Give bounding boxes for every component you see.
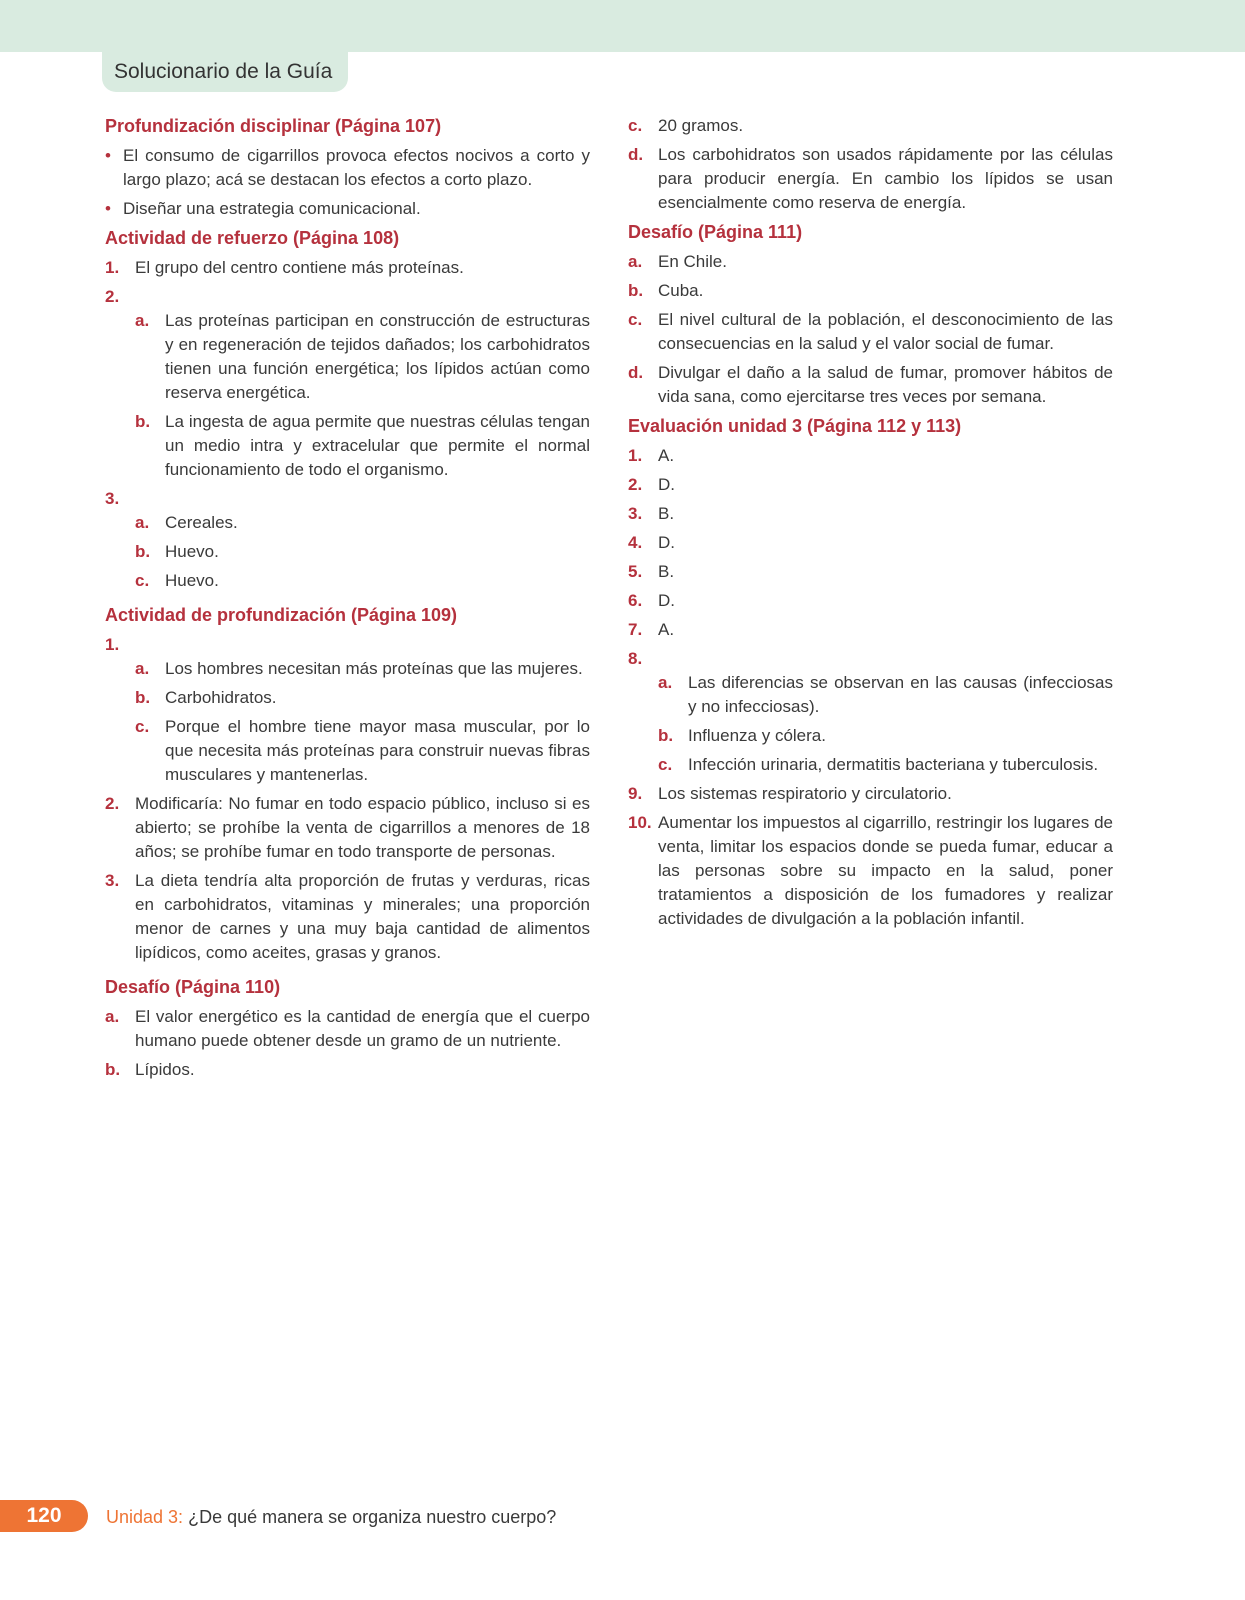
list-item <box>628 589 1113 613</box>
item-marker: b. <box>628 281 644 300</box>
item-marker: 10. <box>628 813 652 832</box>
item-text: 20 gramos. <box>658 116 744 135</box>
item-marker: b. <box>135 412 151 431</box>
item-text: El valor energético es la cantidad de energía que el cuerpo humano puede obtener desde un gramo de un nutriente. <box>135 1007 590 1050</box>
sub-list-item <box>105 410 590 482</box>
bullet-marker: • <box>105 146 111 165</box>
item-text: Modificaría: No fumar en todo espacio público, incluso si es abierto; se prohíbe la venta de cigarrillos a menores de 18 años; se prohíbe fumar en todo transporte de personas. <box>135 794 590 861</box>
item-marker: a. <box>135 311 150 330</box>
list-item <box>628 618 1113 642</box>
sub-list-item <box>105 715 590 787</box>
item-marker: d. <box>628 363 644 382</box>
list-item <box>628 502 1113 526</box>
list-item <box>628 647 1113 671</box>
sub-list-item <box>105 309 590 405</box>
section-heading: Evaluación unidad 3 (Página 112 y 113) <box>628 416 962 436</box>
item-marker: 2. <box>105 287 120 306</box>
sub-list-item <box>105 569 590 593</box>
unit-label: Unidad 3: <box>106 1507 184 1527</box>
item-marker: 6. <box>628 591 643 610</box>
list-item <box>628 782 1113 806</box>
item-text: Huevo. <box>165 571 219 590</box>
item-marker: c. <box>628 310 643 329</box>
item-text: Cuba. <box>658 281 704 300</box>
list-item <box>105 144 590 192</box>
item-marker: 9. <box>628 784 643 803</box>
item-text: Aumentar los impuestos al cigarrillo, restringir los lugares de venta, limitar los espacios donde se pueda fumar, educar a las personas sobre su impacto en la salud, poner tratamientos a disposición de los fumadores y realizar actividades de divulgación a la población infantil. <box>658 813 1113 928</box>
footer-unit-title <box>106 1505 556 1529</box>
item-marker: b. <box>658 726 674 745</box>
item-text: Las proteínas participan en construcción de estructuras y en regeneración de tejidos dañados; los carbohidratos tienen una función energética; los lípidos actúan como reserva energética. <box>165 311 590 402</box>
item-text: B. <box>658 562 675 581</box>
sub-list-item <box>105 511 590 535</box>
list-item <box>628 361 1113 409</box>
item-marker: c. <box>135 571 150 590</box>
item-marker: a. <box>628 252 643 271</box>
item-text: B. <box>658 504 675 523</box>
unit-title: ¿De qué manera se organiza nuestro cuerpo? <box>188 1507 557 1527</box>
item-text: El grupo del centro contiene más proteínas. <box>135 258 464 277</box>
item-text: D. <box>658 533 675 552</box>
list-item <box>105 285 590 309</box>
item-text: Divulgar el daño a la salud de fumar, promover hábitos de vida sana, como ejercitarse tres veces por semana. <box>658 363 1113 406</box>
item-text: Huevo. <box>165 542 219 561</box>
item-text: El consumo de cigarrillos provoca efectos nocivos a corto y largo plazo; acá se destacan los efectos a corto plazo. <box>123 146 590 189</box>
list-item <box>628 473 1113 497</box>
right-column <box>628 114 1113 936</box>
item-marker: b. <box>105 1060 121 1079</box>
item-text: La ingesta de agua permite que nuestras células tengan un medio intra y extracelular que permite el normal funcionamiento de todo el organismo. <box>165 412 590 479</box>
item-text: Cereales. <box>165 513 238 532</box>
item-text: A. <box>658 446 675 465</box>
sub-list-item <box>628 724 1113 748</box>
list-item <box>628 560 1113 584</box>
item-marker: b. <box>135 542 151 561</box>
item-text: Los sistemas respiratorio y circulatorio. <box>658 784 952 803</box>
list-item <box>105 197 590 221</box>
item-marker: 4. <box>628 533 643 552</box>
sub-list-item <box>105 686 590 710</box>
list-item <box>628 114 1113 138</box>
page-number: 120 <box>0 1500 88 1532</box>
list-item <box>628 308 1113 356</box>
item-text: Las diferencias se observan en las causas (infecciosas y no infecciosas). <box>688 673 1113 716</box>
item-marker: 5. <box>628 562 643 581</box>
list-item <box>105 487 590 511</box>
item-marker: 1. <box>105 635 120 654</box>
item-text: Los hombres necesitan más proteínas que las mujeres. <box>165 659 583 678</box>
item-text: Los carbohidratos son usados rápidamente por las células para producir energía. En cambio los lípidos se usan esencialmente como reserva de energía. <box>658 145 1113 212</box>
list-item <box>105 1005 590 1053</box>
item-marker: 3. <box>105 489 120 508</box>
section-heading: Profundización disciplinar (Página 107) <box>105 116 442 136</box>
item-marker: 2. <box>105 794 120 813</box>
item-text: D. <box>658 591 675 610</box>
section-heading: Desafío (Página 111) <box>628 222 803 242</box>
item-marker: a. <box>135 659 150 678</box>
item-marker: 3. <box>105 871 120 890</box>
list-item <box>628 531 1113 555</box>
list-item <box>628 143 1113 215</box>
item-marker: b. <box>135 688 151 707</box>
item-text: A. <box>658 620 675 639</box>
page-header-title: Solucionario de la Guía <box>102 52 348 92</box>
item-text: En Chile. <box>658 252 727 271</box>
top-color-band <box>0 0 1245 52</box>
item-text: Infección urinaria, dermatitis bacteriana y tuberculosis. <box>688 755 1099 774</box>
list-item <box>628 250 1113 274</box>
item-text: Carbohidratos. <box>165 688 277 707</box>
left-column <box>105 114 590 1087</box>
item-marker: a. <box>658 673 673 692</box>
list-item <box>105 869 590 965</box>
section-heading: Actividad de profundización (Página 109) <box>105 605 458 625</box>
item-marker: d. <box>628 145 644 164</box>
item-text: Influenza y cólera. <box>688 726 826 745</box>
item-marker: 1. <box>105 258 120 277</box>
section-heading: Actividad de refuerzo (Página 108) <box>105 228 400 248</box>
sub-list-item <box>105 657 590 681</box>
item-marker: c. <box>658 755 673 774</box>
item-marker: a. <box>135 513 150 532</box>
item-marker: a. <box>105 1007 120 1026</box>
list-item <box>105 792 590 864</box>
item-marker: 8. <box>628 649 643 668</box>
list-item <box>628 811 1113 931</box>
list-item <box>105 633 590 657</box>
item-text: Lípidos. <box>135 1060 195 1079</box>
item-marker: 1. <box>628 446 643 465</box>
list-item <box>105 1058 590 1082</box>
item-text: D. <box>658 475 675 494</box>
item-marker: 7. <box>628 620 643 639</box>
sub-list-item <box>105 540 590 564</box>
list-item <box>105 256 590 280</box>
list-item <box>628 444 1113 468</box>
item-text: Porque el hombre tiene mayor masa muscular, por lo que necesita más proteínas para construir nuevas fibras musculares y mantenerlas. <box>165 717 590 784</box>
item-marker: 2. <box>628 475 643 494</box>
item-marker: 3. <box>628 504 643 523</box>
sub-list-item <box>628 671 1113 719</box>
item-text: La dieta tendría alta proporción de frutas y verduras, ricas en carbohidratos, vitaminas y minerales; una proporción menor de carnes y una muy baja cantidad de alimentos lipídicos, como aceites, grasas y granos. <box>135 871 590 962</box>
item-marker: c. <box>628 116 643 135</box>
item-text: Diseñar una estrategia comunicacional. <box>123 199 421 218</box>
item-marker: c. <box>135 717 150 736</box>
sub-list-item <box>628 753 1113 777</box>
item-text: El nivel cultural de la población, el desconocimiento de las consecuencias en la salud y el valor social de fumar. <box>658 310 1113 353</box>
section-heading: Desafío (Página 110) <box>105 977 281 997</box>
bullet-marker: • <box>105 199 111 218</box>
list-item <box>628 279 1113 303</box>
